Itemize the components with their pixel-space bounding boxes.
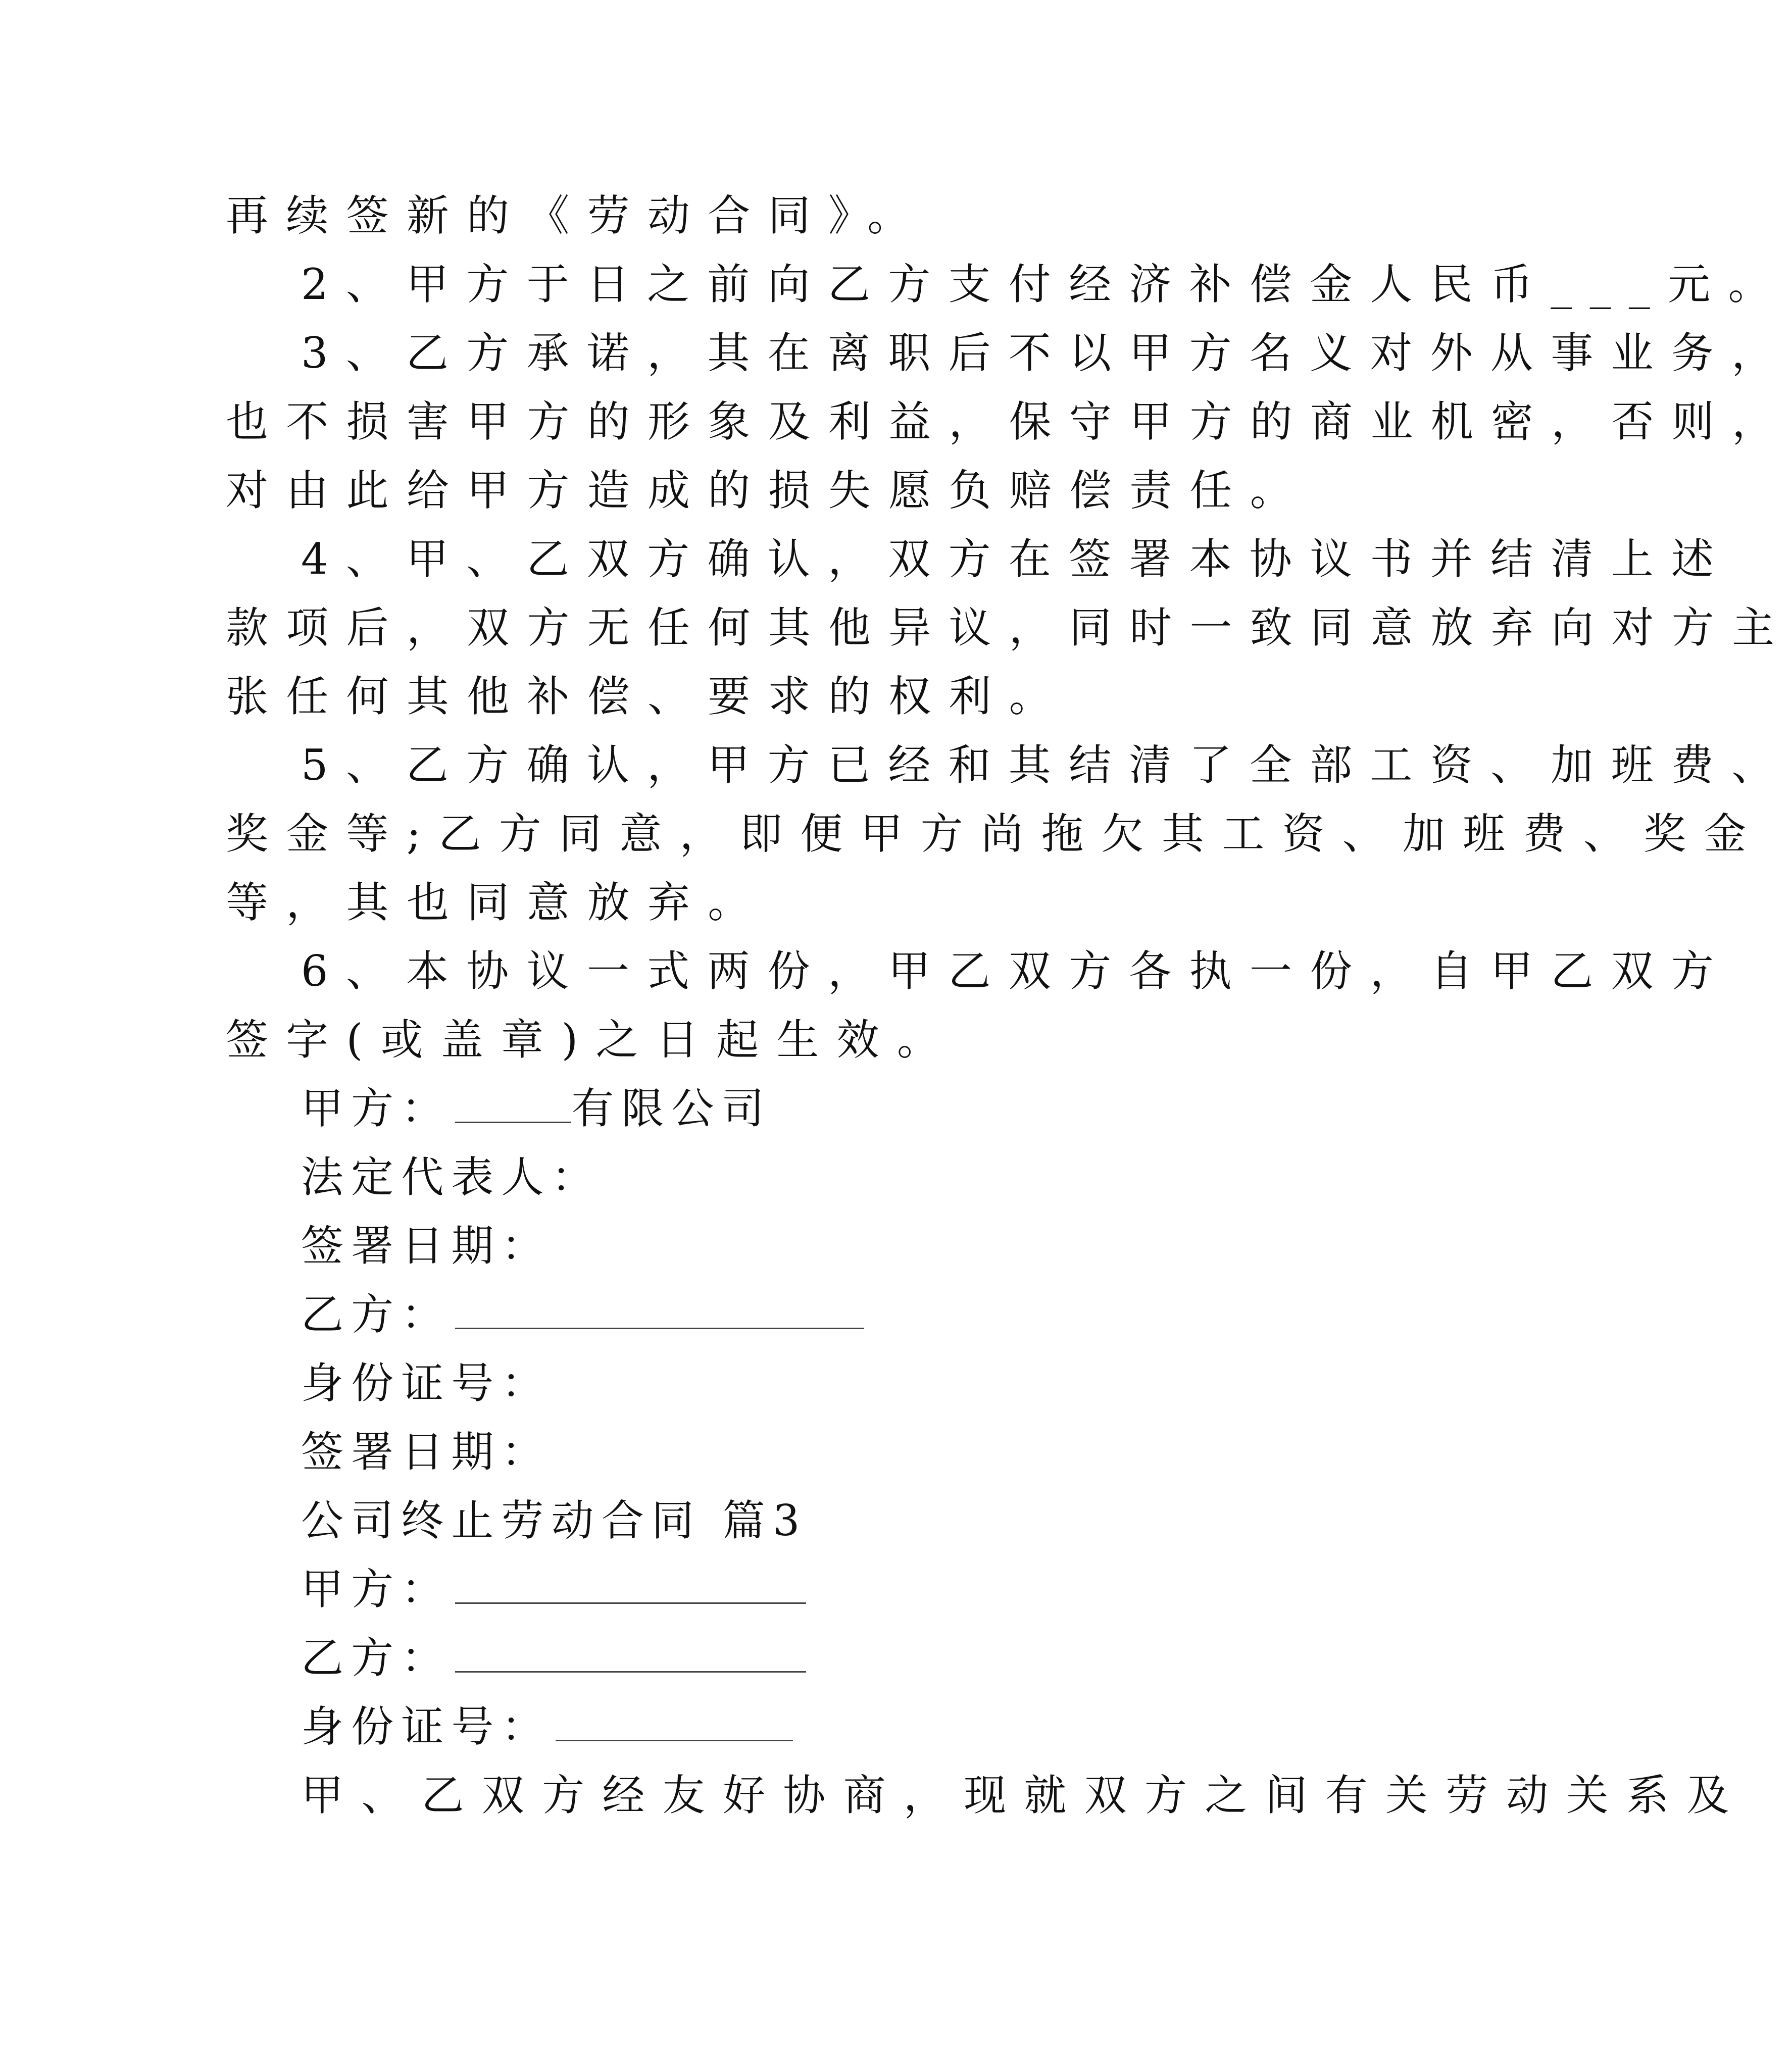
party-b-label: 乙方： xyxy=(301,1290,452,1339)
party-a-line xyxy=(301,1564,806,1615)
party-b-blank xyxy=(455,1296,864,1329)
sign-date-label: 签署日期： xyxy=(301,1427,552,1477)
clause-3: 3、乙方承诺，其在离职后不以甲方名义对外从事业务， xyxy=(301,328,1792,378)
paragraph-line: 再续签新的《劳动合同》。 xyxy=(226,191,928,240)
id-number-blank xyxy=(556,1708,793,1741)
section-title: 公司终止劳动合同 篇3 xyxy=(301,1496,808,1545)
party-a-company-suffix: 有限公司 xyxy=(571,1084,772,1133)
sign-date-label: 签署日期： xyxy=(301,1221,552,1271)
party-a-label: 甲方： xyxy=(301,1565,452,1614)
party-a-company-blank xyxy=(455,1090,571,1123)
party-b-line xyxy=(301,1633,806,1683)
clause-4: 4、甲、乙双方确认，双方在签署本协议书并结清上述 xyxy=(301,534,1732,584)
paragraph-line: 也不损害甲方的形象及利益，保守甲方的商业机密，否则， xyxy=(226,397,1792,446)
id-number-line xyxy=(301,1701,793,1752)
party-a-company-line xyxy=(301,1083,772,1134)
party-b-label: 乙方： xyxy=(301,1633,452,1683)
paragraph-line: 张任何其他补偿、要求的权利。 xyxy=(226,672,1069,721)
paragraph-line: 对由此给甲方造成的损失愿负赔偿责任。 xyxy=(226,466,1311,515)
paragraph-line: 奖金等;乙方同意，即便甲方尚拖欠其工资、加班费、奖金 xyxy=(226,809,1764,859)
legal-representative-label: 法定代表人： xyxy=(301,1152,602,1202)
id-number-label: 身份证号： xyxy=(301,1358,552,1408)
party-a-label: 甲方： xyxy=(301,1084,452,1133)
paragraph-line: 甲、乙双方经友好协商，现就双方之间有关劳动关系及 xyxy=(301,1771,1747,1820)
paragraph-line: 等，其也同意放弃。 xyxy=(226,878,768,927)
id-number-label: 身份证号： xyxy=(301,1702,552,1751)
paragraph-line: 款项后，双方无任何其他异议，同时一致同意放弃向对方主 xyxy=(226,603,1792,652)
clause-6: 6、本协议一式两份，甲乙双方各执一份，自甲乙双方 xyxy=(301,946,1732,996)
paragraph-line: 签字(或盖章)之日起生效。 xyxy=(226,1015,958,1065)
clause-5: 5、乙方确认，甲方已经和其结清了全部工资、加班费、 xyxy=(301,740,1792,790)
clause-2: 2、甲方于日之前向乙方支付经济补偿金人民币___元。 xyxy=(301,260,1788,309)
party-a-blank xyxy=(455,1571,806,1604)
party-b-line xyxy=(301,1289,864,1340)
party-b-blank xyxy=(455,1640,806,1673)
